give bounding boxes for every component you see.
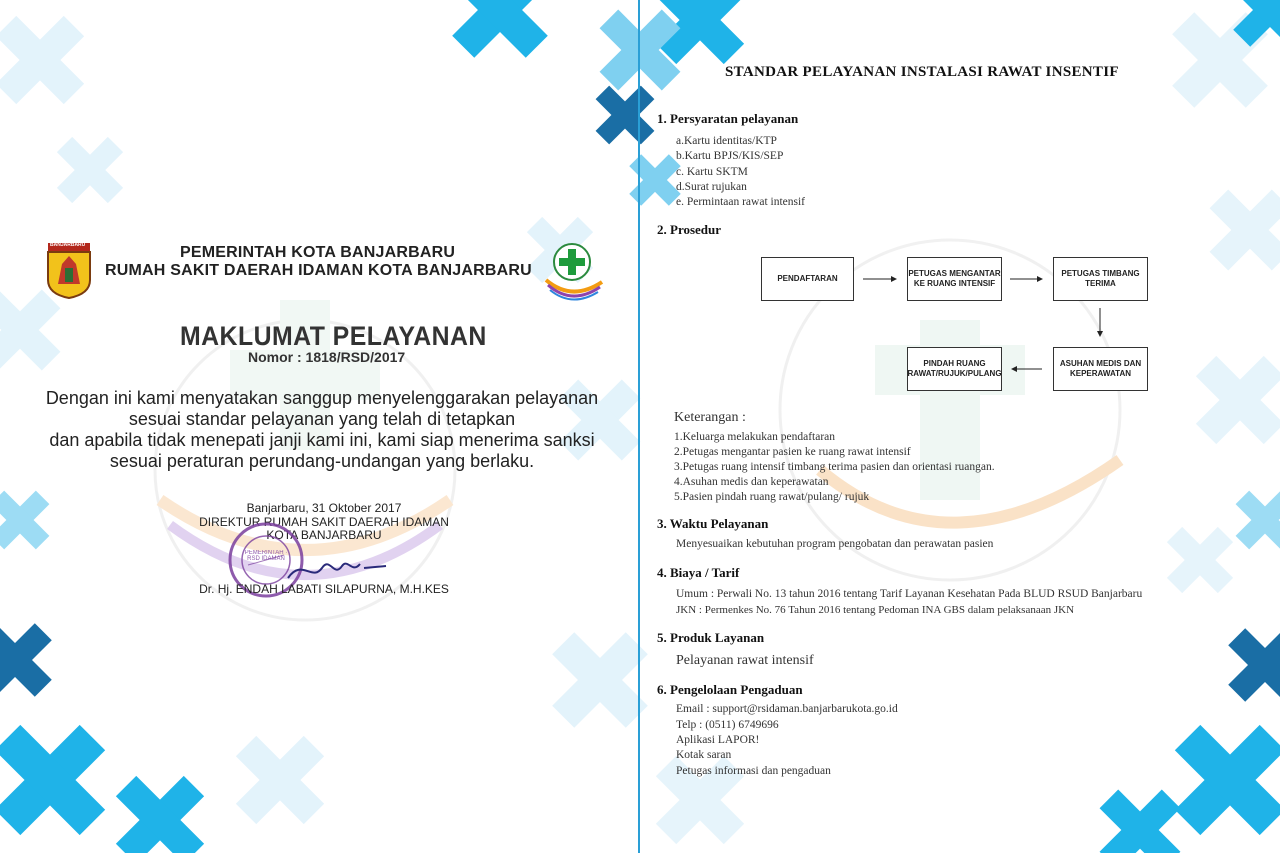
keterangan-label: Keterangan :: [674, 410, 746, 425]
left-logo: [46, 240, 92, 300]
requirement-item: a.Kartu identitas/KTP: [676, 135, 777, 147]
keterangan-item: 5.Pasien pindah ruang rawat/pulang/ rujuk: [674, 491, 870, 503]
section-6-heading: 6. Pengelolaan Pengaduan: [657, 682, 803, 697]
tarif-umum: Umum : Perwali No. 13 tahun 2016 tentang Tarif Layanan Kesehatan Pada BLUD RSUD Banjarbaru: [676, 588, 1143, 600]
pengaduan-kotak: Kotak saran: [676, 749, 732, 761]
keterangan-item: 4.Asuhan medis dan keperawatan: [674, 476, 829, 488]
header-line-2: RUMAH SAKIT DAERAH IDAMAN KOTA BANJARBARU: [105, 262, 532, 279]
sign-place-date: Banjarbaru, 31 Oktober 2017: [246, 501, 402, 515]
stamp-text: PEMERINTAH · RSD IDAMAN: [244, 550, 288, 562]
left-logo-text: BANJARBARU: [50, 242, 86, 248]
requirement-item: e. Permintaan rawat intensif: [676, 196, 806, 208]
flow-arrows: [750, 250, 1170, 400]
statement-line-2: sesuai standar pelayanan yang telah di tetapkan: [128, 409, 516, 429]
sign-position-1: DIREKTUR RUMAH SAKIT DAERAH IDAMAN: [199, 515, 449, 529]
produk-text: Pelayanan rawat intensif: [676, 653, 814, 668]
tarif-jkn: JKN : Permenkes No. 76 Tahun 2016 tentang Pedoman INA GBS dalam pelaksanaan JKN: [676, 604, 1075, 616]
statement-line-1: Dengan ini kami menyatakan sanggup menyelenggarakan pelayanan: [45, 388, 599, 408]
keterangan-item: 3.Petugas ruang intensif timbang terima pasien dan orientasi ruangan.: [674, 461, 995, 473]
header-line-1: PEMERINTAH KOTA BANJARBARU: [180, 244, 456, 261]
maklumat-title: MAKLUMAT PELAYANAN: [180, 321, 487, 351]
keterangan-item: 1.Keluarga melakukan pendaftaran: [674, 431, 836, 443]
pengaduan-lapor: Aplikasi LAPOR!: [676, 734, 760, 746]
keterangan-item: 2.Petugas mengantar pasien ke ruang rawat intensif: [674, 446, 911, 458]
section-3-heading: 3. Waktu Pelayanan: [657, 516, 769, 531]
pengaduan-petugas: Petugas informasi dan pengaduan: [676, 765, 831, 777]
section-4-heading: 4. Biaya / Tarif: [657, 565, 740, 580]
flow-box-asuhan-medis: ASUHAN MEDIS DAN KEPERAWATAN: [1053, 347, 1148, 391]
waktu-text: Menyesuaikan kebutuhan program pengobatan dan perawatan pasien: [676, 538, 994, 550]
pengaduan-telp: Telp : (0511) 6749696: [676, 719, 779, 731]
section-2-heading: 2. Prosedur: [657, 222, 722, 237]
statement-line-4: sesuai peraturan perundang-undangan yang berlaku.: [109, 451, 535, 471]
flow-box-petugas-mengantar: PETUGAS MENGANTAR KE RUANG INTENSIF: [907, 257, 1002, 301]
requirement-item: d.Surat rujukan: [676, 181, 747, 193]
requirement-item: c. Kartu SKTM: [676, 166, 748, 178]
standard-title: STANDAR PELAYANAN INSTALASI RAWAT INSENTIF: [725, 64, 1119, 80]
hospital-logo: [542, 240, 606, 302]
section-1-heading: 1. Persyaratan pelayanan: [657, 111, 799, 126]
maklumat-nomor: Nomor : 1818/RSD/2017: [248, 349, 406, 365]
flow-box-timbang-terima: PETUGAS TIMBANG TERIMA: [1053, 257, 1148, 301]
flow-box-pindah-ruang: PINDAH RUANG RAWAT/RUJUK/PULANG: [907, 347, 1002, 391]
flow-box-pendaftaran: PENDAFTARAN: [761, 257, 854, 301]
statement-line-3: dan apabila tidak menepati janji kami ini, kami siap menerima sanksi: [49, 430, 595, 450]
sign-name: Dr. Hj. ENDAH LABATI SILAPURNA, M.H.KES: [199, 582, 449, 596]
pengaduan-email: Email : support@rsidaman.banjarbarukota.go.id: [676, 703, 898, 715]
requirement-item: b.Kartu BPJS/KIS/SEP: [676, 150, 784, 162]
section-5-heading: 5. Produk Layanan: [657, 630, 765, 645]
sign-position-2: KOTA BANJARBARU: [266, 528, 382, 542]
